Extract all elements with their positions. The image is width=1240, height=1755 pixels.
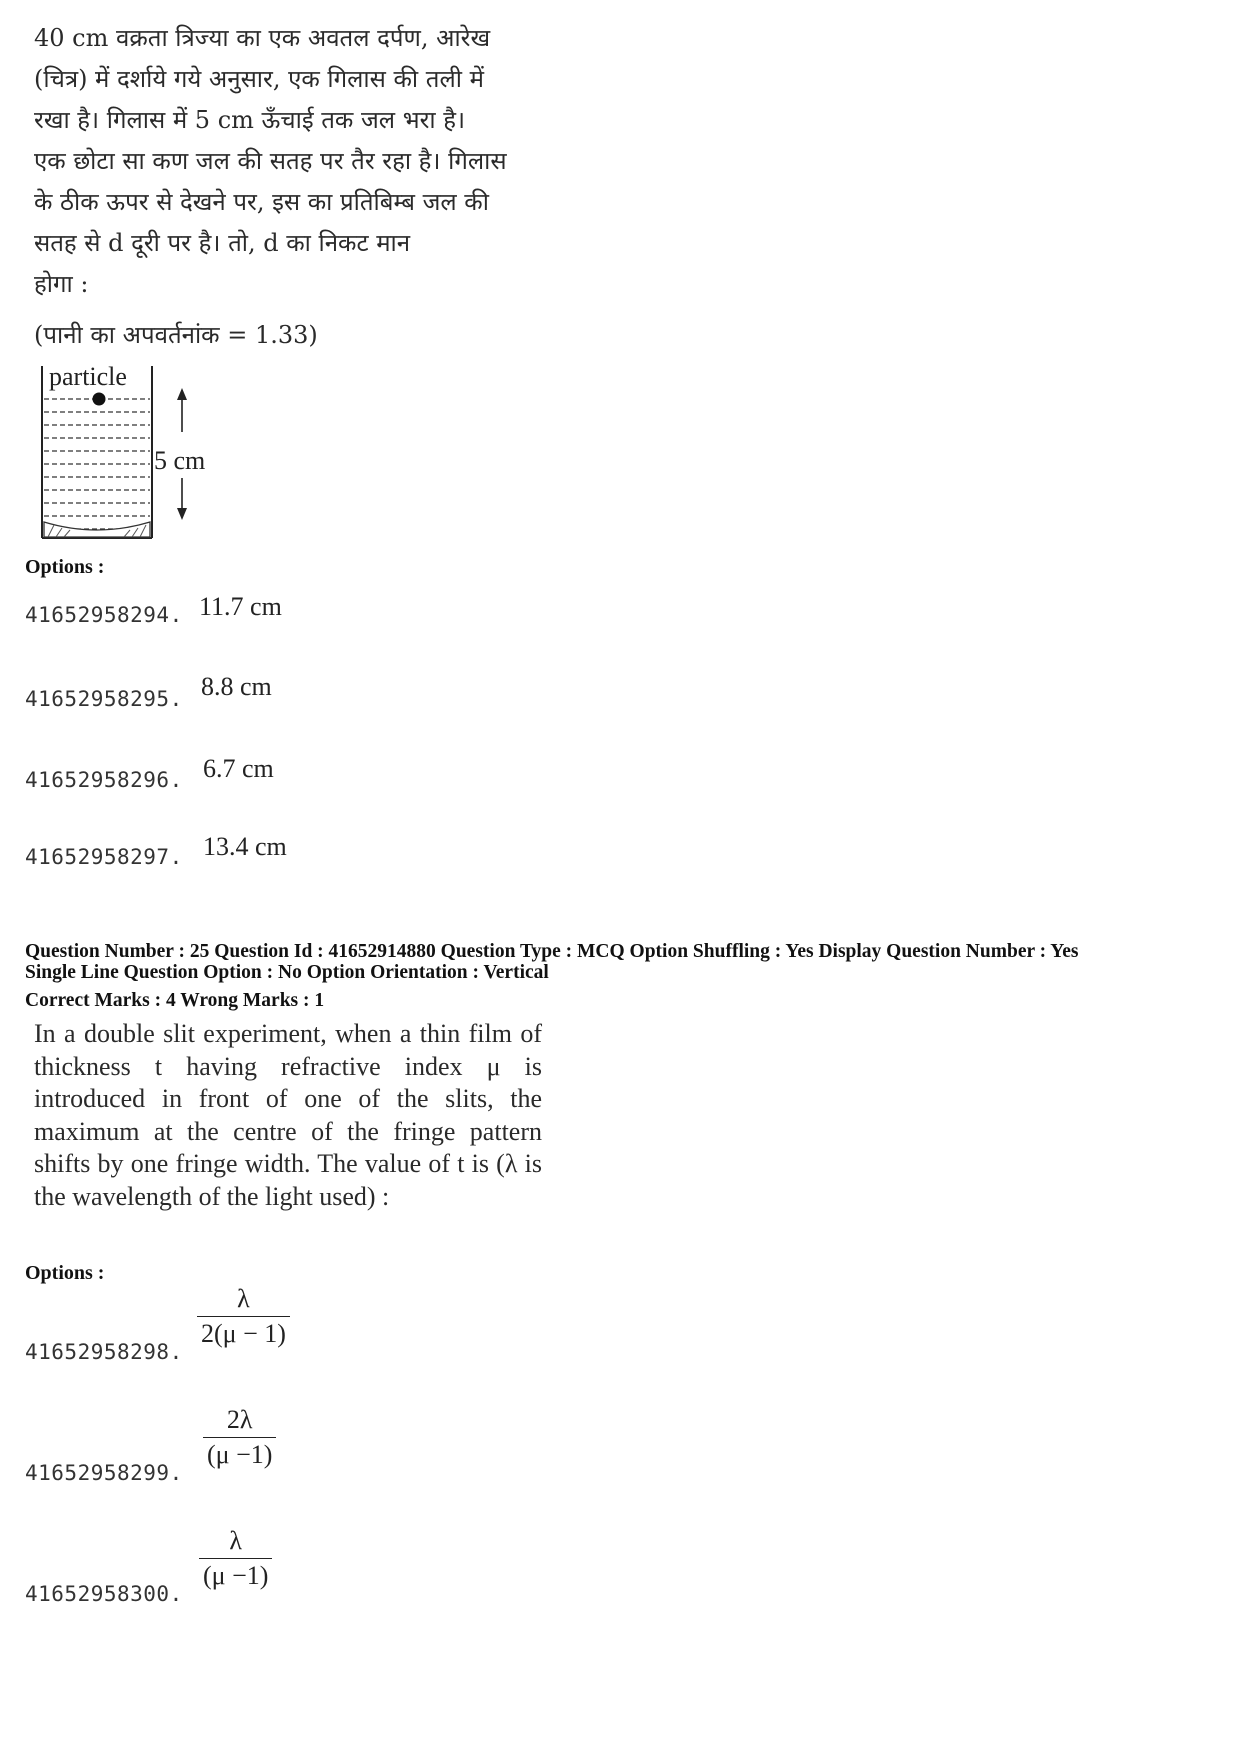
particle-label: particle <box>49 362 127 391</box>
option-row <box>25 845 183 869</box>
option-fraction <box>199 1526 272 1591</box>
glass-figure <box>34 362 224 544</box>
options-label: Options : <box>25 556 105 578</box>
question-text-line: होगा : <box>34 270 89 298</box>
question-text-line: (चित्र) में दर्शाये गये अनुसार, एक गिलास की तली में <box>34 65 484 93</box>
option-value: 8.8 cm <box>201 672 272 701</box>
question-text-line: के ठीक ऊपर से देखने पर, इस का प्रतिबिम्ब जल की <box>34 188 489 216</box>
question-24-text <box>34 18 546 305</box>
height-label: 5 cm <box>154 446 206 475</box>
question-text-line: सतह से d दूरी पर है। तो, d का निकट मान <box>34 229 411 257</box>
refractive-index-note: (पानी का अपवर्तनांक = 1.33) <box>34 321 318 349</box>
option-id: 41652958299. <box>25 1461 183 1485</box>
question-meta-line: Question Number : 25 Question Id : 41652914880 Question Type : MCQ Option Shuffling : Yes Display Question Number : Yes <box>25 941 1079 962</box>
option-row <box>25 603 183 627</box>
fraction-denominator: (μ −1) <box>207 1440 273 1469</box>
question-meta-line: Single Line Question Option : No Option Orientation : Vertical <box>25 962 549 983</box>
fraction-denominator: (μ −1) <box>203 1561 269 1590</box>
question-text-line: एक छोटा सा कण जल की सतह पर तैर रहा है। गिलास <box>34 147 507 175</box>
fraction-numerator: λ <box>237 1284 250 1313</box>
option-row <box>25 768 183 792</box>
fraction-numerator: λ <box>229 1526 243 1555</box>
option-id: 41652958298. <box>25 1340 183 1364</box>
fraction-denominator: 2(μ − 1) <box>201 1319 286 1348</box>
option-id: 41652958294. <box>25 603 183 627</box>
marks-line: Correct Marks : 4 Wrong Marks : 1 <box>25 990 325 1011</box>
option-id: 41652958296. <box>25 768 183 792</box>
option-value: 6.7 cm <box>203 754 274 783</box>
question-25-text: In a double slit experiment, when a thin film of thickness t having refractive index μ is introduced in front of one of the slits, the maximum at the centre of the fringe pattern shifts by one fringe width. The value of t is (λ is the wavelength of the light used) : <box>34 1019 542 1211</box>
water-lines <box>44 399 150 529</box>
option-fraction <box>203 1405 276 1470</box>
option-row <box>25 1461 183 1485</box>
option-row <box>25 687 183 711</box>
option-value: 13.4 cm <box>203 832 287 861</box>
option-row <box>25 1582 183 1606</box>
option-row <box>25 1340 183 1364</box>
option-value: 11.7 cm <box>199 592 282 621</box>
option-id: 41652958300. <box>25 1582 183 1606</box>
options-label: Options : <box>25 1262 105 1284</box>
question-text-line: रखा है। गिलास में 5 cm ऊँचाई तक जल भरा है। <box>34 106 466 134</box>
particle-dot <box>93 393 106 406</box>
question-text-line: 40 cm वक्रता त्रिज्या का एक अवतल दर्पण, आरेख <box>34 24 491 52</box>
option-fraction <box>197 1284 290 1349</box>
fraction-numerator: 2λ <box>226 1405 253 1434</box>
option-id: 41652958295. <box>25 687 183 711</box>
option-id: 41652958297. <box>25 845 183 869</box>
